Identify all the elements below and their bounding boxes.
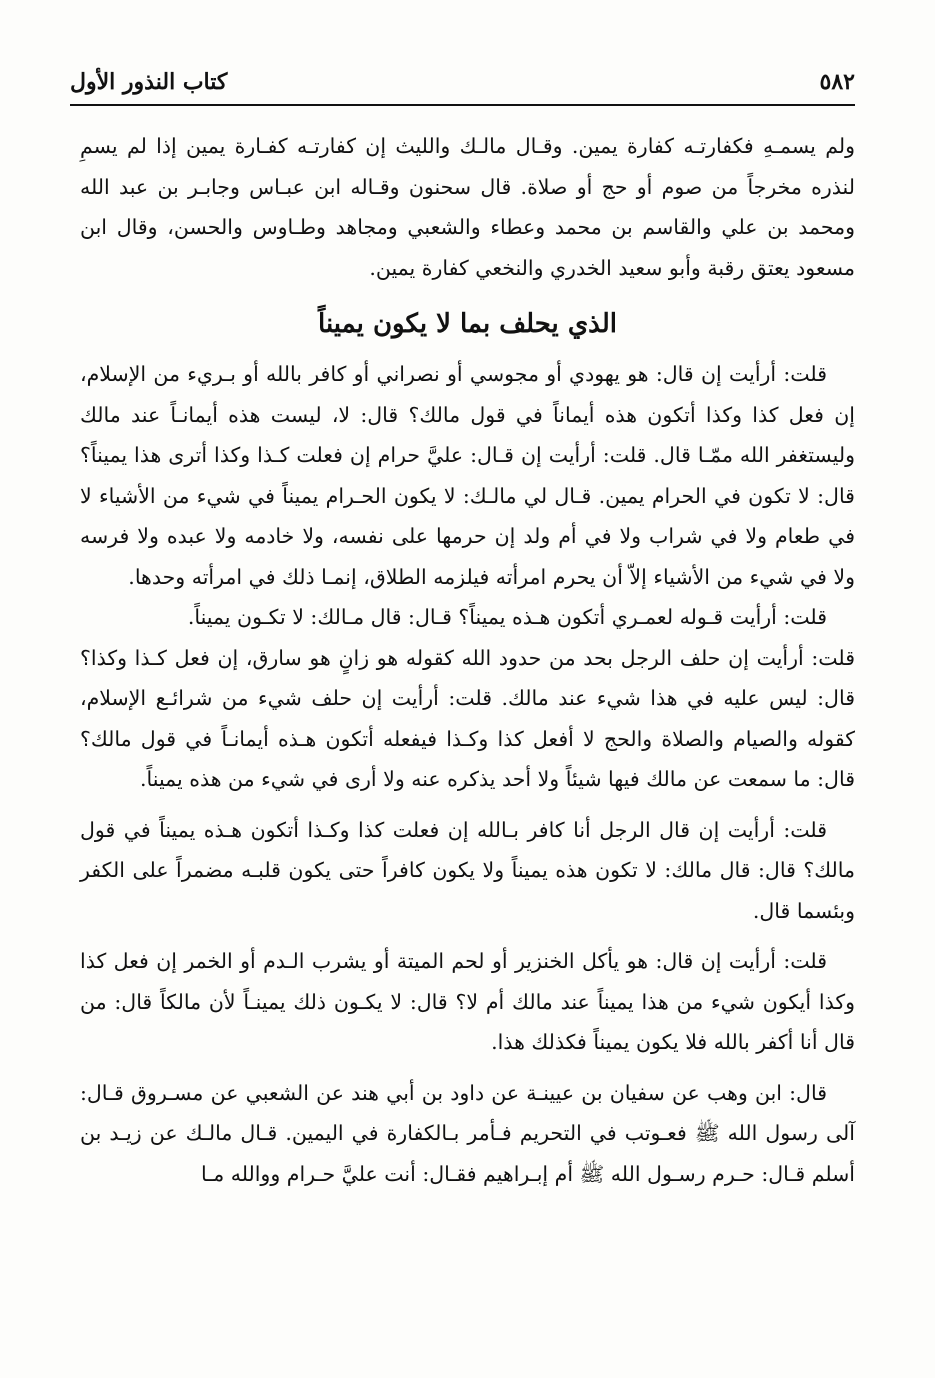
paragraph: قلت: أرأيت إن حلف الرجل بحد من حدود الله كقوله هو زانٍ هو سارق، إن فعل كـذا وكذا؟ قال: ليس عليه في هذا شيء عند مالك. قلت: أرأيت إن حلف شيء من شرائـع الإسلام، كقوله والصيام والصلاة والحج لا أفعل كذا وكـذا فيفعله أتكون هـذه أيمانـاً في قول مالك؟ قال: ما سمعت عن مالك فيها شيئاً ولا أحد يذكره عنه ولا أرى في شيء من هذه يميناً. [80,645,855,791]
page-number: ٥٨٢ [819,69,855,95]
paragraph: قلت: أرأيت إن قال: هو يهودي أو مجوسي أو نصراني أو كافر بالله أو بـريء من الإسلام، إن فعل كذا وكذا أتكون هذه أيماناً في قول مالك؟ قال: لا، ليست هذه أيمانـاً عند مالك وليستغفر الله ممّـا قال. قلت: أرأيت إن قـال: عليَّ حرام إن فعلت كـذا وكذا أترى هذا يميناً؟ قال: لا تكون في الحرام يمين. قـال لي مالـك: لا يكون الحـرام يميناً في شيء من الأشياء لا في طعام ولا في شراب ولا في أم ولد إن حرمها على نفسه، ولا خادمه ولا عبده ولا فرسه ولا في شيء من الأشياء إلاّ أن يحرم امرأته فيلزمه الطلاق، إنمـا ذلك في امرأته وحدها. [80,362,855,589]
book-title: كتاب النذور الأول [70,69,228,95]
paragraph: قال: ابن وهب عن سفيان بن عيينـة عن داود بن أبي هند عن الشعبي عن مسـروق قـال: آلى رسول الله ﷺ فعـوتب في التحريم فـأمر بـالكفارة في اليمين. قـال مالـك عن زيـد بن أسلم قـال: حـرم رسـول الله ﷺ أم إبـراهيم فقـال: أنت عليَّ حـرام ووالله مـا [80,1080,855,1186]
paragraph: قلت: أرأيت قـوله لعمـري أتكون هـذه يميناً؟ قـال: قال مـالك: لا تكـون يميناً. [187,605,827,629]
running-header [70,64,855,100]
paragraph-intro: ولم يسمـهِ فكفارتـه كفارة يمين. وقـال مالـك والليث إن كفارتـه كفـارة يمين إذا لم يسمِ لنذره مخرجاً من صوم أو حج أو صلاة. قال سحنون وقـاله ابن عبـاس وجابـر بن عبد الله ومحمد بن علي والقاسم بن محمد وعطاء والشعبي ومجاهد وطـاوس والحسن، وقال ابن مسعود يعتق رقبة وأبو سعيد الخدري والنخعي كفارة يمين. [80,134,855,280]
paragraph: قلت: أرأيت إن قال: هو يأكل الخنزير أو لحم الميتة أو يشرب الـدم أو الخمر إن فعل كذا وكذا أيكون شيء من هذا يميناً عند مالك أم لا؟ قال: لا يكـون ذلك يمينـاً لأن مالكاً قال: من قال أنا أكفر بالله فلا يكون يميناً فكذلك هذا. [80,949,855,1054]
page-body [80,126,855,1194]
paragraph: قلت: أرأيت إن قال الرجل أنا كافر بـالله إن فعلت كذا وكـذا أتكون هـذه يميناً في قول مالك؟ قال: قال مالك: لا تكون هذه يميناً ولا يكون كافراً حتى يكون قلبـه مضمراً على الكفر وبئسما قال. [80,817,855,923]
header-rule [70,104,855,106]
section-title: الذي يحلف بما لا يكون يميناً [318,309,617,339]
